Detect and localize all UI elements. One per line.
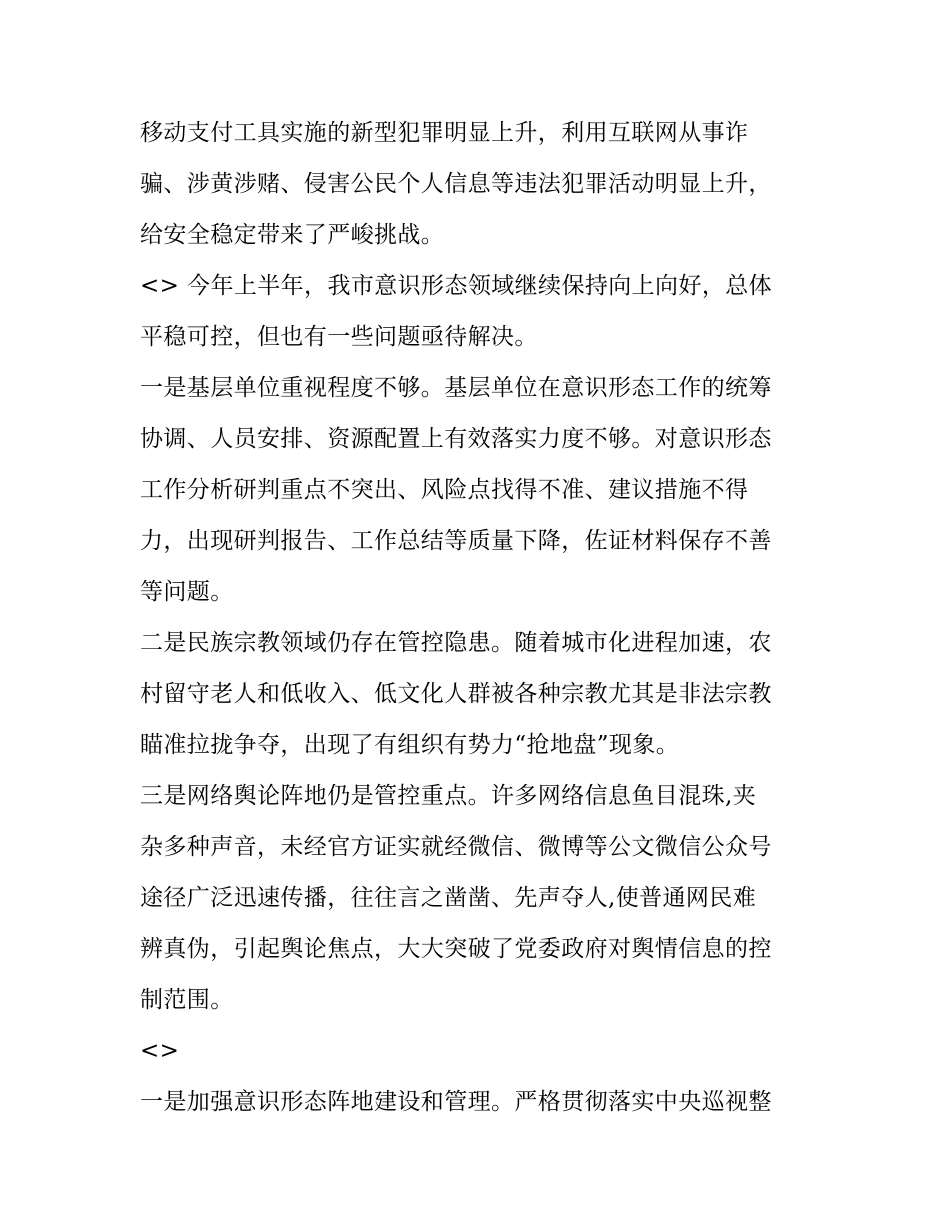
text-line: 杂多种声音，未经官方证实就经微信、微博等公文微信公众号 xyxy=(140,834,772,860)
text-line: 三是网络舆论阵地仍是管控重点。许多网络信息鱼目混珠,夹 xyxy=(140,783,757,809)
text-line: 瞄准拉拢争夺，出现了有组织有势力“抢地盘”现象。 xyxy=(140,732,680,758)
text-line: 一是基层单位重视程度不够。基层单位在意识形态工作的统筹 xyxy=(140,375,772,401)
text-line: 村留守老人和低收入、低文化人群被各种宗教尤其是非法宗教 xyxy=(140,681,772,707)
text-line: 一是加强意识形态阵地建设和管理。严格贯彻落实中央巡视整 xyxy=(140,1089,772,1115)
text-line: <> xyxy=(140,1038,180,1064)
text-line: 制范围。 xyxy=(140,987,234,1013)
text-line: 二是民族宗教领域仍存在管控隐患。随着城市化进程加速，农 xyxy=(140,630,772,656)
text-line: 协调、人员安排、资源配置上有效落实力度不够。对意识形态 xyxy=(140,426,772,452)
text-line: 途径广泛迅速传播，往往言之凿凿、先声夺人,使普通网民难 xyxy=(140,885,757,911)
text-line: 工作分析研判重点不突出、风险点找得不准、建议措施不得 xyxy=(140,477,749,503)
text-line: 给安全稳定带来了严峻挑战。 xyxy=(140,222,445,248)
document-body xyxy=(140,108,820,1128)
text-line: 平稳可控，但也有一些问题亟待解决。 xyxy=(140,324,538,350)
text-line: 力，出现研判报告、工作总结等质量下降，佐证材料保存不善 xyxy=(140,528,772,554)
text-line: 等问题。 xyxy=(140,579,234,605)
text-line: <> 今年上半年，我市意识形态领域继续保持向上向好，总体 xyxy=(140,273,773,299)
text-line: 辨真伪，引起舆论焦点，大大突破了党委政府对舆情信息的控 xyxy=(140,936,772,962)
text-line: 移动支付工具实施的新型犯罪明显上升，利用互联网从事诈 xyxy=(140,120,749,146)
text-line: 骗、涉黄涉赌、侵害公民个人信息等违法犯罪活动明显上升， xyxy=(140,171,772,197)
